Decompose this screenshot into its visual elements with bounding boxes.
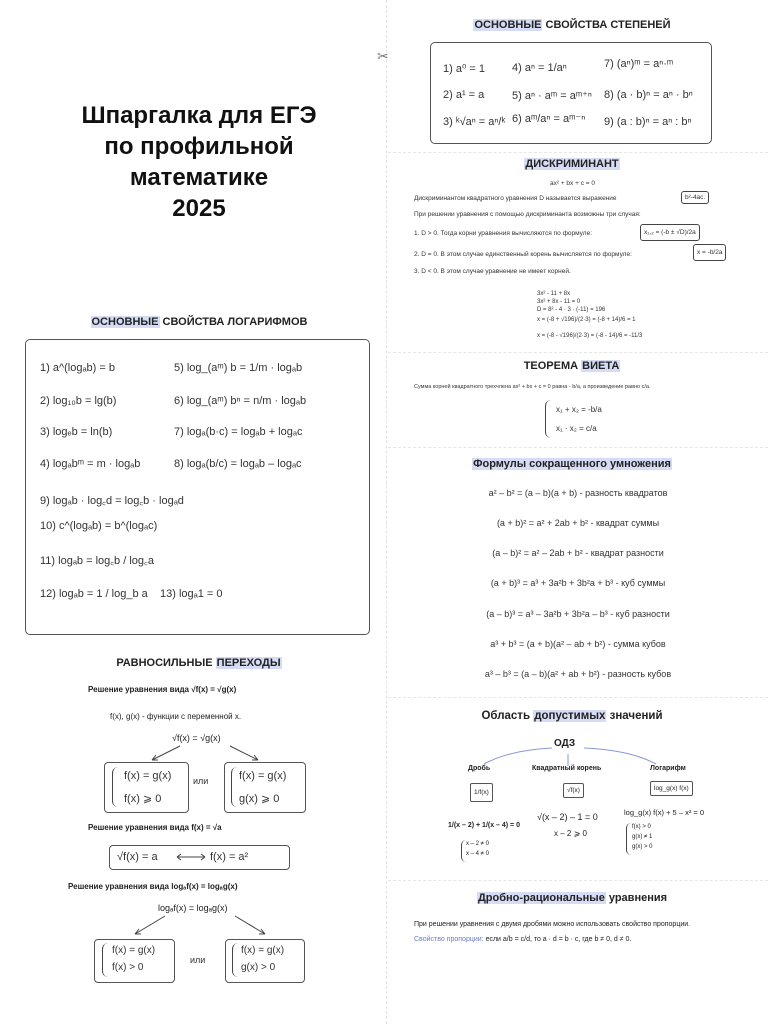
divider — [388, 447, 768, 448]
condition: x – 4 ≠ 0 — [466, 851, 489, 857]
condition: g(x) ≠ 1 — [632, 834, 653, 840]
power-rule: 9) (a : b)ⁿ = aⁿ : bⁿ — [604, 116, 692, 128]
odz-log-label: Логарифм — [650, 765, 686, 772]
title-rest: значений — [606, 710, 663, 722]
fraction-eq-text: При решении уравнения с двумя дробями можно использовать свойство пропорции. — [414, 921, 691, 928]
equiv-left: √f(x) = a — [117, 851, 158, 863]
powers-title — [430, 19, 714, 31]
example-line: 3x² - 11 + 8x — [537, 291, 571, 297]
log-rule: 11) logₐb = log꜀b / log꜀a — [40, 555, 154, 567]
log-rule: 2) log₁₀b = lg(b) — [40, 395, 117, 407]
log-rule: 9) logₐb · log꜀d = log꜀b · logₐd — [40, 495, 184, 507]
condition: x – 2 ≠ 0 — [466, 841, 489, 847]
title-highlight: ПЕРЕХОДЫ — [216, 657, 281, 669]
log-rule: 1) a^(logₐb) = b — [40, 362, 115, 374]
title-highlight: Дробно-рациональные — [477, 892, 605, 904]
title-highlight: ВИЕТА — [582, 360, 620, 372]
equiv-heading-1: Решение уравнения вида √f(x) = √g(x) — [88, 685, 237, 694]
power-rule: 3) ᵏ√aⁿ = aⁿ/ᵏ — [443, 116, 506, 128]
discriminant-equation: ax² + bx + c = 0 — [550, 180, 595, 187]
log-rule: 6) log_(aᵐ) bⁿ = n/m · logₐb — [174, 395, 307, 407]
system-brace — [102, 943, 109, 977]
sqrt-box: √f(x) — [563, 783, 584, 798]
fraction-eq-title — [430, 892, 714, 904]
log-rule: 4) logₐbᵐ = m · logₐb — [40, 458, 141, 470]
formula-item: a³ – b³ = (a – b)(a² + ab + b²) - разность кубов — [484, 669, 672, 679]
title-line: 2025 — [172, 195, 226, 222]
option-line: f(x) > 0 — [112, 962, 144, 973]
equiv-title — [40, 657, 358, 669]
short-mult-title — [430, 458, 714, 470]
equiv-right: f(x) = a² — [210, 851, 249, 863]
title-line: по профильной — [104, 133, 294, 160]
log-rule: 10) c^(logₐb) = b^(logₐc) — [40, 520, 158, 532]
odz-root: ОДЗ — [554, 738, 576, 749]
double-arrow-icon — [175, 852, 207, 862]
formula-item: (a + b)³ = a³ + 3a²b + 3b²a + b³ - куб суммы — [490, 578, 666, 588]
sqrt-equation: √(x – 2) – 1 = 0 — [537, 812, 598, 822]
divider — [388, 880, 768, 881]
title-rest: СВОЙСТВА ЛОГАРИФМОВ — [159, 316, 308, 328]
vieta-product: x₁ · x₂ = c/a — [556, 424, 597, 433]
equiv-root-3: logₐf(x) = logₐg(x) — [158, 903, 228, 913]
condition: f(x) > 0 — [632, 824, 651, 830]
divider — [388, 697, 768, 698]
proportion-line — [414, 936, 631, 943]
title-rest: РАВНОСИЛЬНЫЕ — [116, 657, 216, 669]
title-rest: ТЕОРЕМА — [523, 360, 582, 372]
option-line: f(x) ⩾ 0 — [124, 793, 162, 805]
title-highlight: Формулы сокращенного умножения — [473, 458, 671, 470]
case-2: 2. D = 0. В этом случае единственный корень вычисляется по формуле: — [414, 251, 632, 258]
discriminant-box: b²-4ac. — [681, 191, 709, 204]
option-line: f(x) = g(x) — [241, 945, 285, 956]
log-rule: 8) logₐ(b/c) = logₐb – logₐc — [174, 458, 302, 470]
single-root-box: x = -b/2a — [693, 244, 726, 261]
roots-formula-box: x₁,₂ = (-b ± √D)/2a — [640, 224, 700, 241]
title-highlight: ОСНОВНЫЕ — [91, 316, 159, 328]
condition: x – 2 ⩾ 0 — [554, 829, 587, 838]
condition: g(x) > 0 — [632, 844, 653, 850]
title-rest: уравнения — [605, 892, 668, 904]
title-line: математике — [129, 164, 269, 191]
example-line: D = 8² - 4 · 3 · (-11) = 196 — [537, 307, 606, 313]
log-equation: log_g(x) f(x) + 5 – x² = 0 — [624, 808, 705, 817]
example-line: x = (-8 + √196)/(2·3) = (-8 + 14)/6 = 1 — [537, 317, 636, 323]
logs-title — [40, 316, 358, 328]
power-rule: 7) (aⁿ)ᵐ = aⁿ·ᵐ — [604, 58, 674, 70]
formula-item: (a – b)² = a² – 2ab + b² - квадрат разности — [492, 548, 664, 558]
odz-title — [430, 710, 714, 722]
title-highlight: допустимых — [534, 710, 606, 722]
discriminant-definition: Дискриминантом квадратного уравнения D называется выражение — [414, 195, 617, 202]
proportion-text: если a/b = c/d, то a · d = b · c, где b ≠ 0, d ≠ 0. — [485, 936, 632, 943]
power-rule: 6) aᵐ/aⁿ = aᵐ⁻ⁿ — [512, 113, 586, 125]
power-rule: 2) a¹ = a — [443, 89, 485, 101]
log-rule: 5) log_(aᵐ) b = 1/m · logₐb — [174, 362, 303, 374]
example-line: x = (-8 - √196)/(2·3) = (-8 - 14)/6 = -11/3 — [537, 333, 643, 339]
case-3: 3. D < 0. В этом случае уравнение не имеет корней. — [414, 268, 571, 275]
odz-fraction-label: Дробь — [468, 765, 491, 772]
proportion-label: Свойство пропорции: — [414, 936, 484, 943]
vieta-text: Сумма корней квадратного трехчлена ax² + bx + c = 0 равна - b/a, а произведение равно c/a. — [414, 384, 651, 390]
fraction-equation: 1/(x – 2) + 1/(x – 4) = 0 — [448, 822, 520, 829]
system-brace — [626, 823, 631, 855]
branch-arrows — [120, 914, 280, 938]
vertical-divider — [386, 0, 387, 1024]
cases-intro: При решении уравнения с помощью дискриминанта возможны три случая: — [414, 211, 641, 218]
option-line: f(x) = g(x) — [239, 770, 287, 782]
equiv-note: f(x), g(x) - функции с переменной x. — [110, 712, 242, 721]
case-1: 1. D > 0. Тогда корни уравнения вычисляются по формуле: — [414, 230, 593, 237]
formula-item: (a + b)² = a² + 2ab + b² - квадрат суммы — [496, 518, 660, 528]
power-rule: 5) aⁿ · aᵐ = aᵐ⁺ⁿ — [512, 90, 592, 102]
option-line: f(x) = g(x) — [112, 945, 156, 956]
power-rule: 8) (a · b)ⁿ = aⁿ · bⁿ — [604, 89, 693, 101]
formula-item: (a – b)³ = a³ – 3a²b + 3b²a – b³ - куб разности — [486, 609, 670, 619]
log-rule: 7) logₐ(b·c) = logₐb + logₐc — [174, 426, 303, 438]
fraction-box: 1/f(x) — [470, 783, 493, 802]
vieta-title — [430, 360, 714, 372]
system-brace — [112, 767, 119, 807]
log-rule: 3) logₑb = ln(b) — [40, 426, 113, 438]
divider — [388, 152, 768, 153]
option-line: g(x) ⩾ 0 — [239, 793, 280, 805]
divider — [388, 352, 768, 353]
title-highlight: ДИСКРИМИНАНТ — [525, 158, 619, 170]
branch-arrows — [140, 744, 270, 764]
equiv-heading-3: Решение уравнения вида logₐf(x) = logₐg(x) — [68, 882, 238, 891]
page-title — [40, 100, 358, 224]
title-rest: СВОЙСТВА СТЕПЕНЕЙ — [542, 19, 671, 31]
or-label: или — [193, 776, 209, 786]
title-rest: Область — [481, 710, 534, 722]
example-line: 3x² + 8x - 11 = 0 — [537, 299, 581, 305]
system-brace — [545, 400, 552, 438]
title-highlight: ОСНОВНЫЕ — [474, 19, 542, 31]
formula-item: a² – b² = (a – b)(a + b) - разность квадратов — [488, 488, 668, 498]
title-line: Шпаргалка для ЕГЭ — [81, 102, 317, 129]
system-brace — [231, 767, 238, 807]
or-label: или — [190, 955, 206, 965]
power-rule: 1) a⁰ = 1 — [443, 63, 486, 75]
option-line: g(x) > 0 — [241, 962, 276, 973]
scissors-icon: ✂ — [377, 48, 389, 64]
log-rule: 13) logₐ1 = 0 — [160, 588, 223, 600]
discriminant-title — [430, 158, 714, 170]
log-rule: 12) logₐb = 1 / log_b a — [40, 588, 148, 600]
vieta-sum: x₁ + x₂ = -b/a — [556, 405, 602, 414]
equiv-heading-2: Решение уравнения вида f(x) = √a — [88, 823, 222, 832]
formula-item: a³ + b³ = (a + b)(a² – ab + b²) - сумма кубов — [490, 639, 666, 649]
equiv-root-1: √f(x) = √g(x) — [172, 733, 221, 743]
power-rule: 4) aⁿ = 1/aⁿ — [512, 62, 567, 74]
option-line: f(x) = g(x) — [124, 770, 172, 782]
log-box: log_g(x) f(x) — [650, 781, 693, 796]
odz-root-label: Квадратный корень — [532, 765, 602, 772]
system-brace — [232, 943, 239, 977]
